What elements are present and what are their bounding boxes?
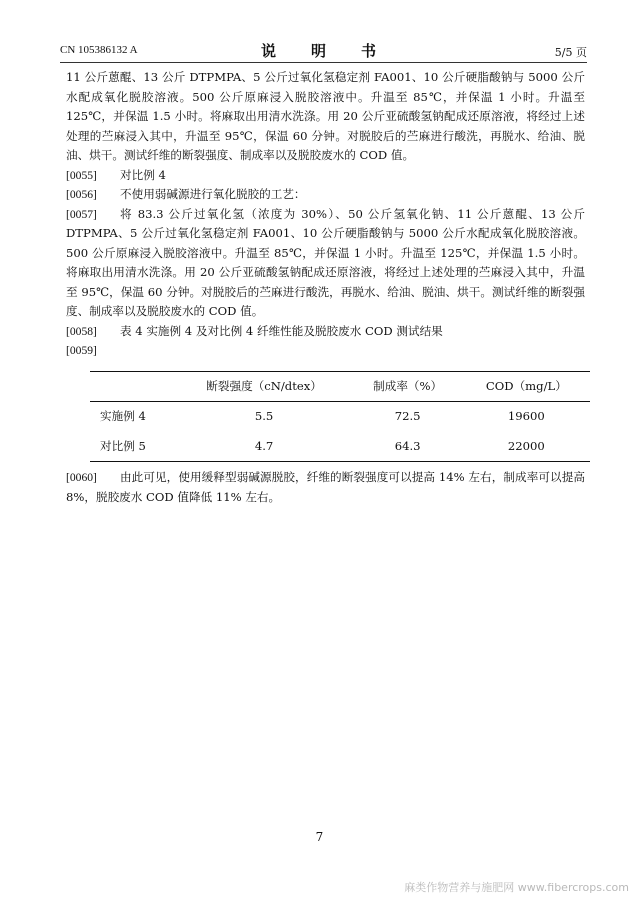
- table-header: COD（mg/L）: [463, 371, 590, 402]
- page-header: [60, 40, 587, 63]
- paragraph-0059: [66, 341, 585, 361]
- paragraph-text: 对比例 4: [120, 167, 166, 182]
- table-caption: 表 4 实施例 4 及对比例 4 纤维性能及脱胶废水 COD 测试结果: [120, 323, 443, 338]
- paragraph-tag: [0056]: [66, 188, 97, 201]
- table-cell: 22000: [463, 432, 590, 462]
- table-cell: 对比例 5: [90, 432, 176, 462]
- paragraph-tag: [0060]: [66, 471, 97, 484]
- document-body: [66, 68, 585, 507]
- paragraph-tag: [0057]: [66, 207, 97, 221]
- table-cell: 72.5: [394, 409, 421, 423]
- paragraph-text: 不使用弱碱源进行氧化脱胶的工艺：: [120, 187, 306, 201]
- paragraph-0055: [66, 166, 585, 186]
- table-header: [90, 371, 176, 402]
- page-indicator: 5/5 页: [554, 46, 587, 59]
- paragraph-tag: [0058]: [66, 324, 97, 338]
- table-header-row: [90, 371, 590, 402]
- table-cell: 19600: [507, 409, 545, 423]
- table-header: 断裂强度（cN/dtex）: [176, 371, 353, 402]
- table-header: 制成率（%）: [353, 371, 463, 402]
- paragraph-0060: [66, 468, 585, 507]
- paragraph-tag: [0059]: [66, 344, 97, 357]
- site-watermark: 麻类作物营养与施肥网 www.fibercrops.com: [404, 881, 629, 894]
- paragraph-0058: [66, 322, 585, 342]
- table-row: [90, 402, 590, 432]
- paragraph-0057: [66, 205, 585, 322]
- paragraph-text: [120, 341, 585, 361]
- intro-paragraph: 11 公斤蒽醌、13 公斤 DTPMPA、5 公斤过氧化氢稳定剂 FA001、10 公斤硬脂酸钠与 5000 公斤水配成氧化脱胶溶液。500 公斤原麻浸入脱胶溶液中。升温至 85℃，并保温 1 小时。升温至 125℃，并保温 1.5 小时。将麻取出用清水洗涤。用 20 公斤亚硫酸氢钠配成还原溶液，将经过上述处理的苎麻浸入其中，升温至 95℃，保温 60 分钟。对脱胶后的苎麻进行酸洗，再脱水、给油、脱油、烘干。测试纤维的断裂强度、制成率以及脱胶废水的 COD 值。: [66, 70, 585, 162]
- paragraph-0056: [66, 185, 585, 205]
- paragraph-tag: [0055]: [66, 168, 97, 182]
- paragraph-text: 由此可见，使用缓释型弱碱源脱胶，纤维的断裂强度可以提高 14% 左右，制成率可以提高 8%，脱胶废水 COD 值降低 11% 左右。: [66, 470, 585, 504]
- table-cell: 4.7: [176, 432, 353, 462]
- results-table: [90, 371, 590, 463]
- table-row: [90, 432, 590, 462]
- doc-number: CN 105386132 A: [60, 44, 138, 56]
- table-cell: 实施例 4: [100, 409, 146, 423]
- page-number: 7: [315, 830, 324, 844]
- table-cell: 64.3: [353, 432, 463, 462]
- doc-title: 说 明 书: [260, 42, 386, 60]
- paragraph-text: 将 83.3 公斤过氧化氢（浓度为 30%）、50 公斤氢氧化钠、11 公斤蒽醌、13 公斤 DTPMPA、5 公斤过氧化氢稳定剂 FA001、10 公斤硬脂酸钠与 5000 公斤水配成氧化脱胶溶液。500 公斤原麻浸入脱胶溶液中。升温至 85℃，并保温 1 小时。升温至 125℃，并保温 1.5 小时。将麻取出用清水洗涤。用 20 公斤亚硫酸氢钠配成还原溶液，将经过上述处理的苎麻浸入其中，升温至 95℃，保温 60 分钟。对脱胶后的苎麻进行酸洗，再脱水、给油、脱油、烘干。测试纤维的断裂强度、制成率以及脱胶废水的 COD 值。: [66, 206, 585, 318]
- table-cell: 5.5: [254, 409, 274, 423]
